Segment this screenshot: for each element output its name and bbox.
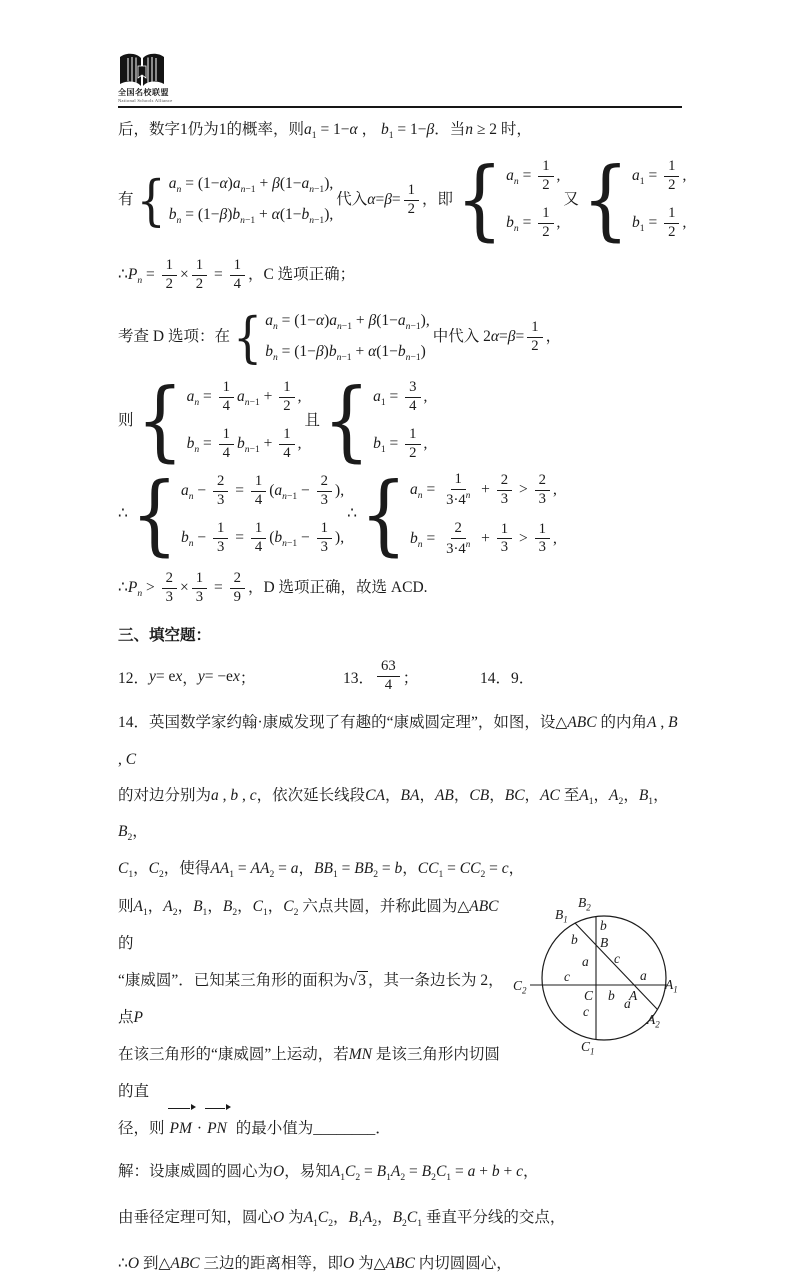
page-header bbox=[118, 52, 682, 108]
label-c-diag: c bbox=[614, 951, 620, 967]
formula-block-recurrence: 有 { $a_n = (1-\alpha)a_{n-1} + \beta(1-a_{n-1})$, $b_n = (1-\beta)b_{n-1} + \alpha(1-b_{n-1})$, 代入 α = β = 1 2 ，即 { $a_n$ = $\frac{1}{2}$ , $b_n$ = $\frac{1}{2}$ , 又 { $a_1$ = $\frac{1}{2}$ , $b_1$ = $\frac{1}{2}$ , bbox=[118, 149, 687, 251]
solution-14-line-2: 由垂径定理可知，圆心O 为$A_1C_2$，$B_1A_2$，$B_2C_1$ 垂直平分线的交点， bbox=[118, 1209, 566, 1230]
section-heading-fill-in: 三、填空题： bbox=[118, 627, 212, 645]
q14-line-5: “康威圆”．已知某三角形的面积为√3 ，其一条边长为 2，点P bbox=[118, 972, 504, 1026]
publisher-logo bbox=[118, 52, 178, 103]
solution-content bbox=[118, 119, 687, 1276]
q14-line-4: 则$A_1$，$A_2$，$B_1$，$B_2$，$C_1$，$C_2$ 六点共圆，并称此圆为△ABC 的 bbox=[118, 898, 499, 953]
label-B1: $B_1$ bbox=[555, 907, 568, 925]
label-b-diag: b bbox=[571, 932, 578, 948]
q14-line-2: 的对边分别为a , b , c，依次延长线段CA，BA，AB，CB，BC，AC 至$A_1$，$A_2$，$B_1$，$B_2$， bbox=[118, 787, 669, 844]
conway-circle-diagram bbox=[512, 893, 682, 1055]
conway-circle-figure bbox=[512, 893, 682, 1055]
solution-line-pn-quarter: $\therefore P_n$ = $\frac{1}{2}$ × $\frac{1}{2}$ = $\frac{1}{4}$ ，C 选项正确； bbox=[118, 257, 356, 292]
label-b-upper: b bbox=[600, 918, 607, 934]
q14-line-1: 14．英国数学家约翰·康威发现了有趣的“康威圆定理”，如图，设△ABC 的内角A , B , C bbox=[118, 714, 678, 768]
q14-text-column bbox=[118, 889, 506, 1147]
q14-line-3: $C_1$，$C_2$，使得$AA_1 = AA_2 = a$，$BB_1 = BB_2 = b$，$CC_1 = CC_2 = c$， bbox=[118, 859, 525, 880]
label-C: C bbox=[584, 988, 594, 1004]
logo-subtitle: National Schools Alliance bbox=[118, 97, 173, 103]
q14-line-6: 在该三角形的“康威圆”上运动，若MN 是该三角形内切圆的直 bbox=[118, 1045, 500, 1100]
solution-14-line-3: ∴O 到△ABC 三边的距离相等，即O 为△ABC 内切圆圆心， bbox=[118, 1255, 512, 1273]
answer-12: 12． y = e x ， y = −e x ； bbox=[118, 667, 256, 687]
label-c-horiz: c bbox=[564, 969, 570, 985]
label-A1: $A_1$ bbox=[665, 977, 678, 995]
header-divider bbox=[118, 106, 682, 108]
answer-13: 13． 63 4 ； bbox=[343, 658, 419, 694]
label-A: A bbox=[629, 988, 638, 1004]
label-C1: $C_1$ bbox=[581, 1039, 595, 1057]
logo-title: 全国名校联盟 bbox=[118, 88, 169, 97]
answers-row bbox=[118, 658, 682, 695]
label-a-diag: a bbox=[624, 996, 631, 1012]
label-B2: $B_2$ bbox=[578, 895, 591, 913]
label-c-vert: c bbox=[583, 1004, 589, 1020]
formula-block-option-d: 考查 D 选项：在 { $a_n = (1-\alpha)a_{n-1} + \beta(1-a_{n-1})$, $b_n = (1-\beta)b_{n-1} + \alpha(1-b_{n-1})$ 中代入 2 α = β = 1 2 ， bbox=[118, 305, 562, 370]
label-a-horiz: a bbox=[640, 968, 647, 984]
formula-block-fixed-point: ∴ { $a_n$ − $\frac{2}{3}$ = $\frac{1}{4}$ ($a_{n-1}$ − $\frac{2}{3}$ ), $b_n$ − $\frac{1}{3}$ = $\frac{1}{4}$ ($b_{n-1}$ − $\frac{1}{3}$ ), ∴ { $a_n$ = $\frac{1}{3\cdot 4^n}$ + $\frac{2}{3}$ > $\frac{2}{3}$ , $b_n$ = $\frac{2}{3\cdot 4^n}$ + $\frac{1}{3}$ > $\frac{1}{3}$ , bbox=[118, 463, 557, 566]
question-14-paragraph bbox=[118, 705, 682, 887]
solution-line-pn-final: $\therefore P_n$ > $\frac{2}{3}$ × $\frac{1}{3}$ = $\frac{2}{9}$ ，D 选项正确，故选 ACD. bbox=[118, 570, 428, 606]
solution-14-line-1: 解：设康威圆的圆心为O，易知$A_1C_2 = B_1A_2 = B_2C_1 = a + b + c$， bbox=[118, 1163, 539, 1184]
open-book-icon bbox=[118, 52, 166, 89]
answer-14: 14．9． bbox=[480, 669, 535, 687]
label-b-horiz: b bbox=[608, 988, 615, 1004]
formula-block-simplified: 则 { $a_n$ = $\frac{1}{4}$ $a_{n-1}$ + $\frac{1}{2}$ , $b_n$ = $\frac{1}{4}$ $b_{n-1}$ + $\frac{1}{4}$ , 且 { $a_1$ = $\frac{3}{4}$ , $b_1$ = $\frac{1}{2}$ , bbox=[118, 370, 428, 472]
label-C2: $C_2$ bbox=[513, 978, 527, 996]
label-a-vert: a bbox=[582, 954, 589, 970]
solution-line-probability: 后，数字1仍为1的概率，则$a_1 = 1-\alpha$ ， $b_1 = 1-\beta$．当n ≥ 2 时， bbox=[118, 121, 532, 142]
label-B: B bbox=[600, 935, 609, 951]
label-A2: $A_2$ bbox=[647, 1012, 660, 1030]
q14-line-7: 径，则 PM · PN 的最小值为________． bbox=[118, 1111, 506, 1148]
question-14-with-figure bbox=[118, 889, 682, 1147]
